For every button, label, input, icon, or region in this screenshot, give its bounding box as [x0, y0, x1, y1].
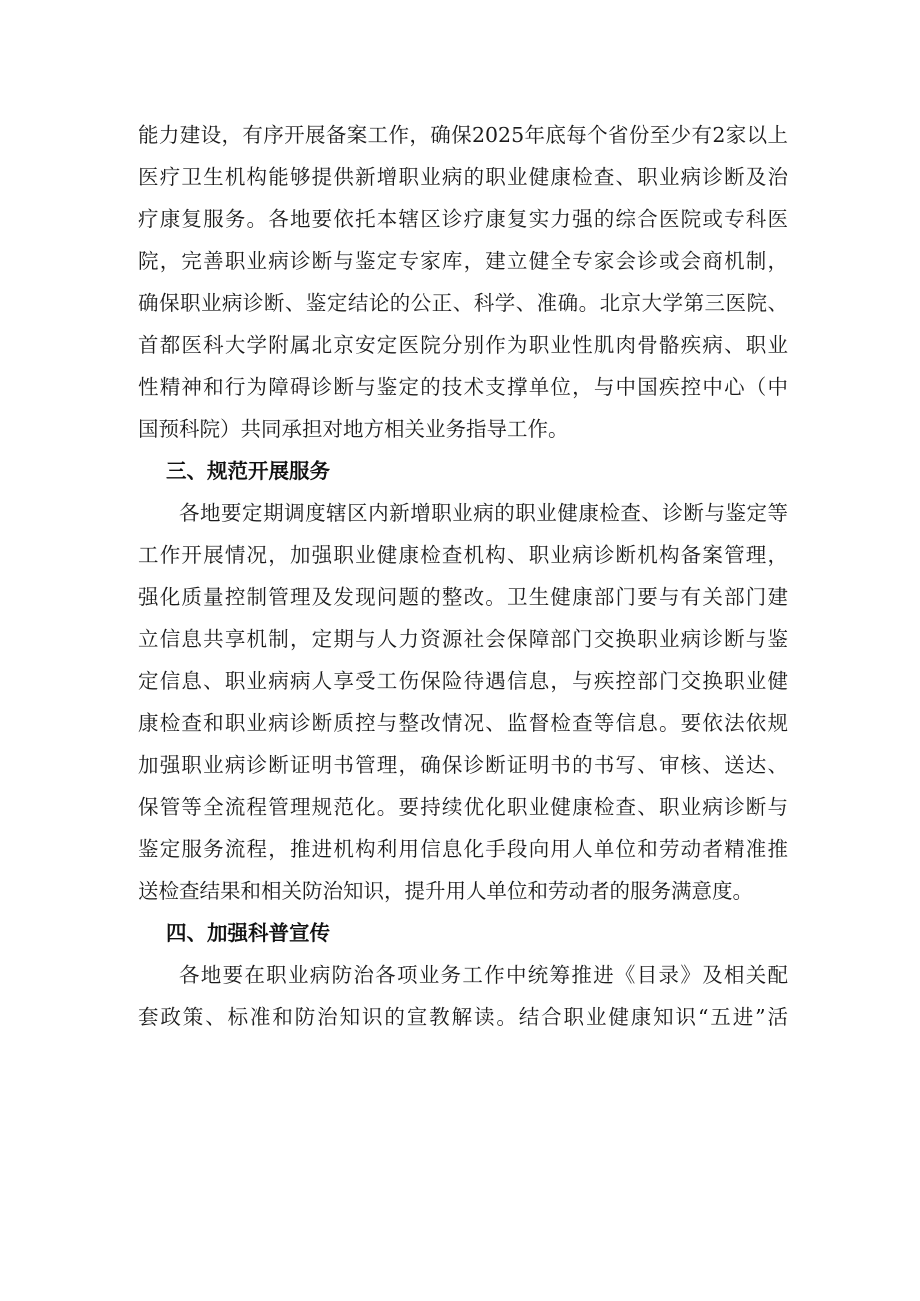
paragraph-line: 康检查和职业病诊断质控与整改情况、监督检查等信息。要依法依规	[138, 711, 788, 735]
paragraph-line: 医疗卫生机构能够提供新增职业病的职业健康检查、职业病诊断及治	[138, 165, 788, 189]
paragraph-line: 确保职业病诊断、鉴定结论的公正、科学、准确。北京大学第三医院、	[138, 291, 788, 315]
paragraph-line: 疗康复服务。各地要依托本辖区诊疗康复实力强的综合医院或专科医	[138, 207, 788, 231]
paragraph-line: 首都医科大学附属北京安定医院分别作为职业性肌肉骨骼疾病、职业	[138, 333, 788, 357]
paragraph-line: 保管等全流程管理规范化。要持续优化职业健康检查、职业病诊断与	[138, 795, 788, 819]
paragraph-line: 性精神和行为障碍诊断与鉴定的技术支撑单位，与中国疾控中心（中	[138, 375, 788, 399]
paragraph-capacity-building	[138, 114, 788, 450]
paragraph-line: 强化质量控制管理及发现问题的整改。卫生健康部门要与有关部门建	[138, 585, 788, 609]
section-heading-standardize-services: 三、规范开展服务	[166, 459, 330, 483]
paragraph-line: 定信息、职业病病人享受工伤保险待遇信息，与疾控部门交换职业健	[138, 669, 788, 693]
paragraph-line: 国预科院）共同承担对地方相关业务指导工作。	[138, 417, 569, 441]
section-heading-science-publicity: 四、加强科普宣传	[166, 921, 330, 945]
paragraph-line: 工作开展情况，加强职业健康检查机构、职业病诊断机构备案管理，	[138, 543, 788, 567]
paragraph-line: 加强职业病诊断证明书管理，确保诊断证明书的书写、审核、送达、	[138, 753, 788, 777]
paragraph-line: 套政策、标准和防治知识的宣教解读。结合职业健康知识“五进”活	[138, 1005, 788, 1029]
paragraph-line: 立信息共享机制，定期与人力资源社会保障部门交换职业病诊断与鉴	[138, 627, 788, 651]
paragraph-line: 能力建设，有序开展备案工作，确保2025年底每个省份至少有2家以上	[138, 123, 788, 147]
paragraph-line: 送检查结果和相关防治知识，提升用人单位和劳动者的服务满意度。	[138, 879, 753, 903]
paragraph-line: 院，完善职业病诊断与鉴定专家库，建立健全专家会诊或会商机制，	[138, 249, 788, 273]
paragraph-line: 各地要定期调度辖区内新增职业病的职业健康检查、诊断与鉴定等	[179, 501, 788, 525]
paragraph-line: 各地要在职业病防治各项业务工作中统筹推进《目录》及相关配	[179, 963, 788, 987]
paragraph-line: 鉴定服务流程，推进机构利用信息化手段向用人单位和劳动者精准推	[138, 837, 788, 861]
paragraph-science-publicity	[138, 954, 788, 1038]
paragraph-standardize-services	[138, 492, 788, 912]
document-page	[138, 114, 788, 1038]
